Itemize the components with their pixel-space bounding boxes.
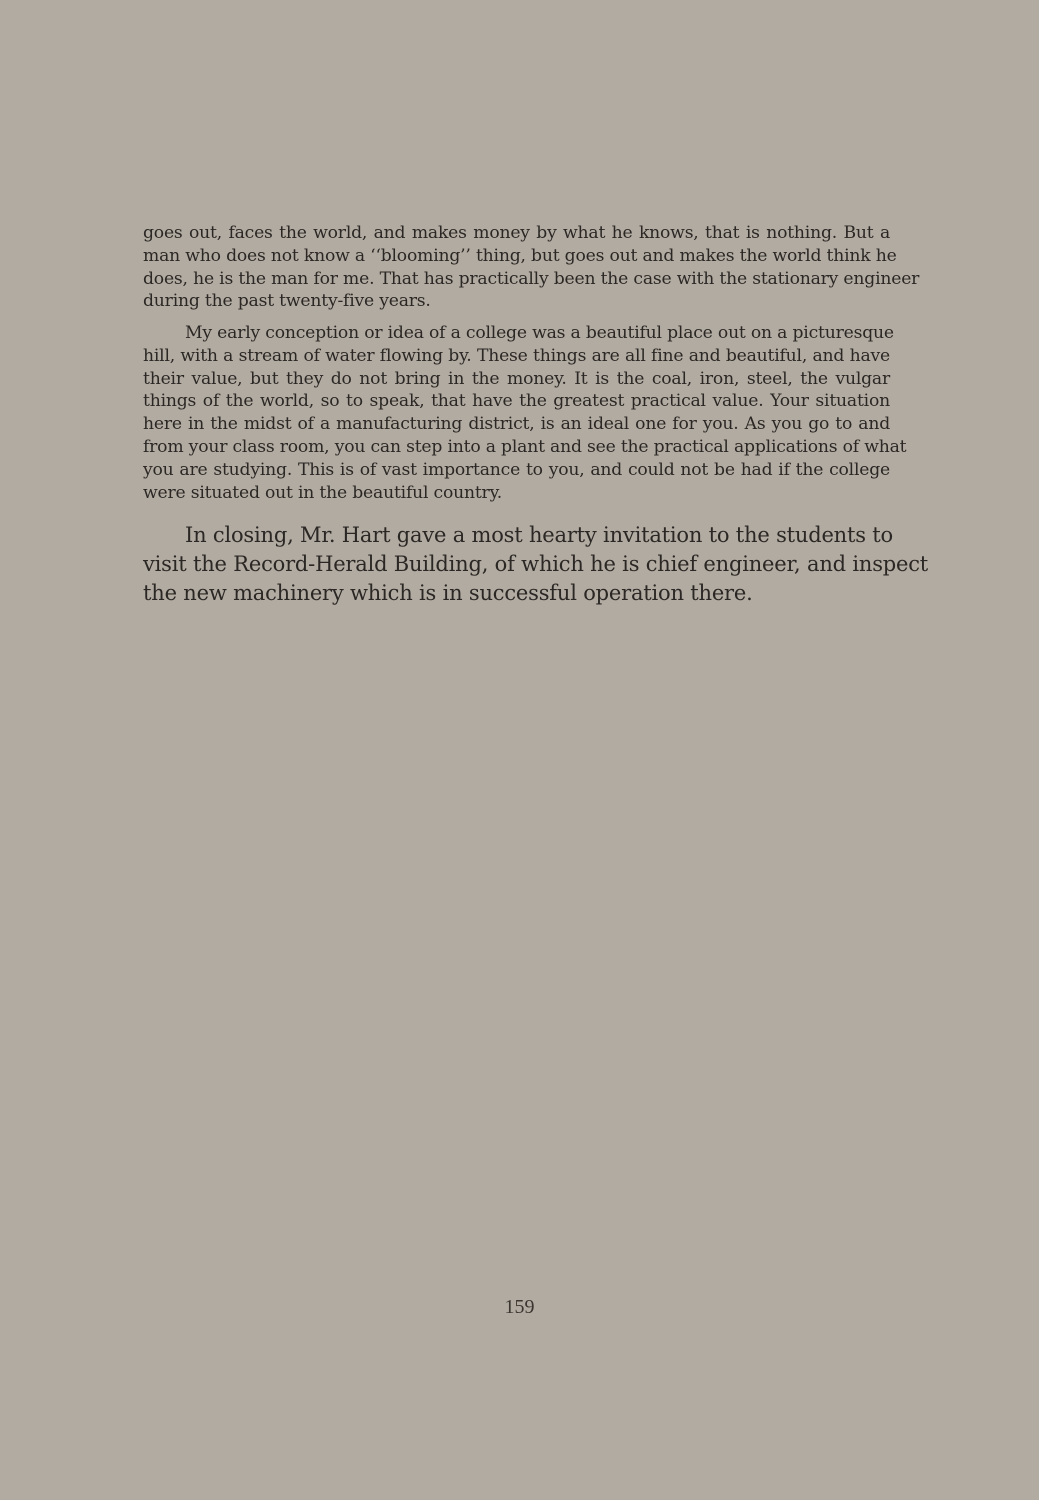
text-line: My early conception or idea of a college was a beautiful place out on a picturesque — [185, 323, 894, 343]
text-line: hill, with a stream of water flowing by. These things are all fine and beautiful, and have — [143, 345, 890, 366]
text-line: things of the world, so to speak, that have the greatest practical value. Your situation — [143, 391, 890, 412]
paragraph-1 — [143, 222, 920, 313]
text-line: their value, but they do not bring in the money. It is the coal, iron, steel, the vulgar — [143, 368, 890, 389]
page-number: 159 — [504, 1296, 535, 1318]
text-line: you are studying. This is of vast importance to you, and could not be had if the college — [143, 459, 890, 480]
text-line: were situated out in the beautiful country. — [143, 482, 503, 503]
text-line: during the past twenty-five years. — [143, 291, 431, 312]
text-line: man who does not know a ‘‘blooming’’ thing, but goes out and makes the world think he — [143, 245, 897, 266]
paragraph-2 — [143, 322, 907, 504]
text-line: the new machinery which is in successful operation there. — [143, 581, 753, 605]
text-line: does, he is the man for me. That has practically been the case with the stationary engineer — [143, 268, 920, 289]
text-line: In closing, Mr. Hart gave a most hearty invitation to the students to — [185, 523, 893, 547]
text-line: visit the Record-Herald Building, of which he is chief engineer, and inspect — [143, 552, 929, 576]
paragraph-3 — [143, 521, 929, 608]
text-line: here in the midst of a manufacturing district, is an ideal one for you. As you go to and — [143, 414, 890, 435]
text-line: from your class room, you can step into a plant and see the practical applications of what — [143, 436, 907, 457]
text-line: goes out, faces the world, and makes money by what he knows, that is nothing. But a — [143, 223, 890, 243]
